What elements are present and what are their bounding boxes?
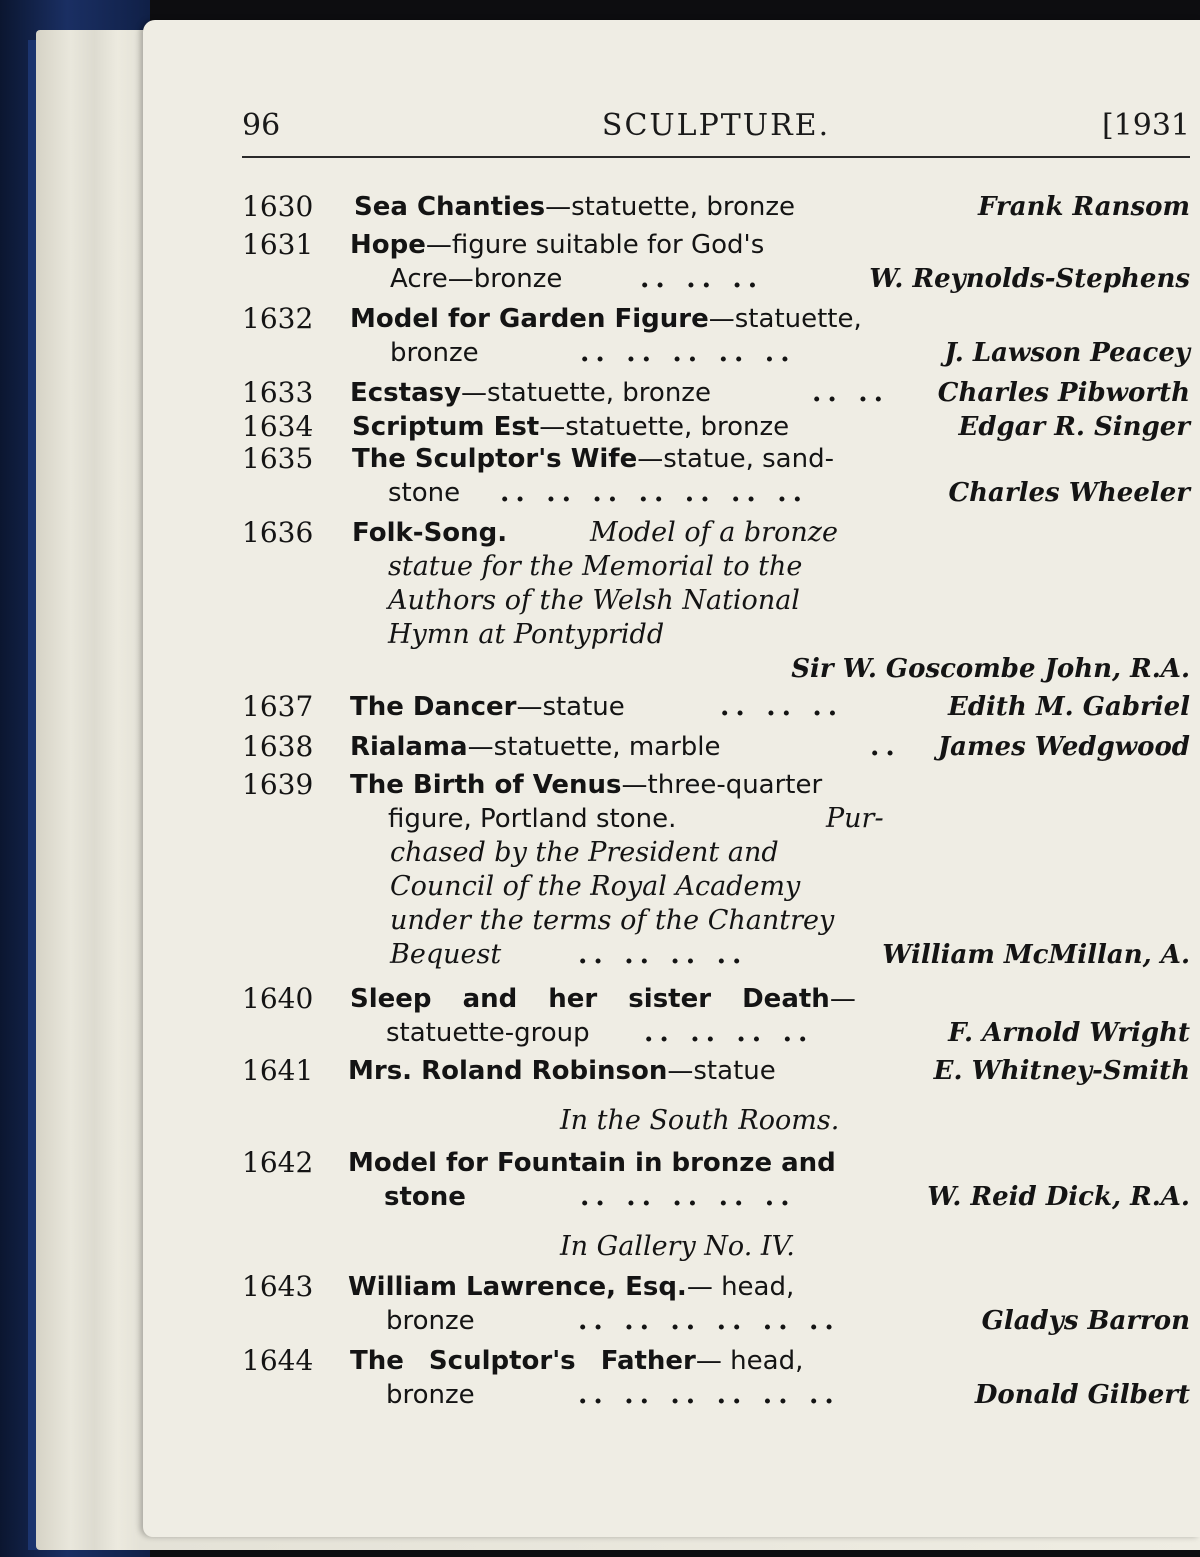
entry-title: The Sculptor's Wife [352,444,638,474]
entry-number: 1641 [242,1054,314,1087]
entry-description: —statuette, bronze [545,192,795,222]
entry-artist: William McMillan, A. [882,940,1190,970]
entry-title: Sleep and her sister Death [350,984,830,1014]
entry-artist: W. Reynolds-Stephens [869,264,1190,294]
leader-dots: .. .. .. .. .. .. [578,1305,840,1336]
entry-title: Rialama [350,732,468,762]
entry-description-cont: Acre—bronze [390,264,563,294]
leader-dots: .. .. .. .. .. [580,337,796,368]
entry-artist: W. Reid Dick, R.A. [927,1182,1190,1212]
entry-number: 1642 [242,1146,314,1179]
entry-description-cont: chased by the President and [390,837,779,868]
leader-dots: .. .. .. .. [578,939,748,970]
entry-description-cont: Authors of the Welsh National [388,585,800,616]
entry-number: 1639 [242,768,314,801]
entry-number: 1630 [242,190,314,223]
running-head [242,108,1190,158]
entry-title: The Birth of Venus [350,770,622,800]
entry-artist: Edith M. Gabriel [948,692,1190,722]
entry-description-cont: Hymn at Pontypridd [388,619,665,650]
entry-title: Ecstasy [350,378,462,408]
entry-artist: J. Lawson Peacey [944,338,1190,368]
entry-description-cont: bronze [386,1306,475,1336]
entry-description-cont: Pur- [826,803,884,834]
entry-description-cont: Bequest [390,939,502,970]
entry-title: Sea Chanties [354,192,546,222]
entry-number: 1636 [242,516,314,549]
entry-description-cont: statue for the Memorial to the [388,551,803,582]
entry-number: 1635 [242,442,314,475]
entry-artist: Charles Wheeler [948,478,1190,508]
entry-description: —figure suitable for God's [425,230,765,260]
entry-description-cont: figure, Portland stone. [388,804,677,834]
entry-description-cont: stone [388,478,461,508]
entry-description: — head, [695,1346,804,1376]
entry-description: —statuette, marble [467,732,721,762]
leader-dots: .. [870,731,901,762]
entry-description: —statue, sand- [637,444,834,474]
entry-artist: Charles Pibworth [937,378,1190,408]
entry-description: —statue [516,692,625,722]
page-number: 96 [242,108,281,143]
entry-title: Model for Garden Figure [350,304,709,334]
entry-title: William Lawrence, Esq. [348,1272,687,1302]
entry-artist: Gladys Barron [981,1306,1190,1336]
entry-title: Folk-Song. [352,518,508,548]
leader-dots: .. .. .. .. [644,1017,814,1048]
entry-artist: E. Whitney-Smith [933,1056,1190,1086]
entry-number: 1638 [242,730,314,763]
section-heading: In the South Rooms. [560,1105,840,1136]
entry-description-cont: Council of the Royal Academy [390,871,801,902]
leader-dots: .. .. .. [640,263,764,294]
entry-artist: Donald Gilbert [974,1380,1190,1410]
entry-number: 1634 [242,410,314,443]
entry-artist: James Wedgwood [937,732,1190,762]
entry-description: — head, [686,1272,795,1302]
entry-description: Model of a bronze [590,517,838,548]
entry-artist: Frank Ransom [978,192,1190,222]
entry-description-cont: bronze [386,1380,475,1410]
entry-artist: Edgar R. Singer [958,412,1190,442]
leader-dots: .. .. .. .. .. .. [578,1379,840,1410]
entry-description: — [829,984,856,1014]
leader-dots: .. .. .. .. .. [580,1181,796,1212]
entry-number: 1632 [242,302,314,335]
entry-title: Model for Fountain in bronze and [348,1148,836,1178]
page-title: SCULPTURE. [601,108,831,143]
entry-number: 1644 [242,1344,314,1377]
entry-number: 1633 [242,376,314,409]
entry-description: —statuette, bronze [539,412,790,442]
leader-dots: .. .. [812,377,889,408]
entry-title: Hope [350,230,426,260]
entry-description-cont: bronze [390,338,479,368]
entry-title-cont: stone [384,1182,466,1212]
page-year: [1931 [1101,108,1190,143]
entry-title: The Dancer [350,692,517,722]
entry-number: 1640 [242,982,314,1015]
entry-title: Mrs. Roland Robinson [348,1056,668,1086]
entry-title: The Sculptor's Father [350,1346,696,1376]
entry-number: 1643 [242,1270,314,1303]
entry-title: Scriptum Est [352,412,540,442]
entry-description-cont: statuette-group [386,1018,590,1048]
entry-artist: F. Arnold Wright [948,1018,1190,1048]
entry-description-cont: under the terms of the Chantrey [390,905,835,936]
entry-number: 1631 [242,228,314,261]
entry-description: —statuette, [708,304,862,334]
entry-description: —statuette, bronze [461,378,711,408]
entry-description: —statue [667,1056,776,1086]
entry-description: —three-quarter [621,770,823,800]
leader-dots: .. .. .. [720,691,844,722]
section-heading: In Gallery No. IV. [560,1231,795,1262]
leader-dots: .. .. .. .. .. .. .. [500,477,808,508]
entry-number: 1637 [242,690,314,723]
entry-artist: Sir W. Goscombe John, R.A. [791,654,1190,684]
